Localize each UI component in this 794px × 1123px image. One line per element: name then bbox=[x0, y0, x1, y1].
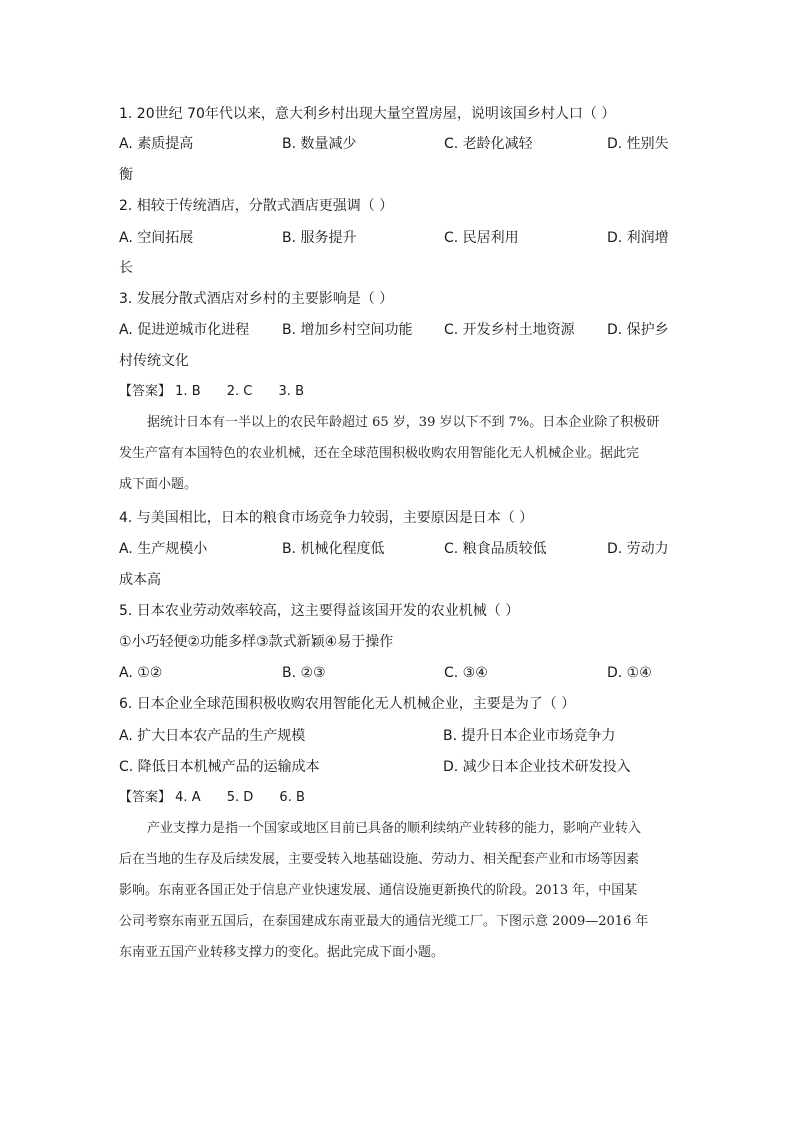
question-6-option-b: B. 提升日本企业市场竞争力 bbox=[443, 728, 616, 744]
question-2-option-b: B. 服务提升 bbox=[282, 230, 357, 246]
answer-6: 6. B bbox=[279, 790, 305, 805]
question-6-option-a: A. 扩大日本农产品的生产规模 bbox=[119, 728, 306, 744]
question-6-options-row-1 bbox=[119, 726, 679, 746]
question-5-options bbox=[119, 663, 679, 683]
answer-2: 2. C bbox=[226, 384, 253, 399]
answer-4: 4. A bbox=[175, 790, 201, 805]
question-4-option-b: B. 机械化程度低 bbox=[282, 541, 385, 557]
question-6-option-c: C. 降低日本机械产品的运输成本 bbox=[119, 759, 320, 775]
passage-2-line: 影响。东南亚各国正处于信息产业快速发展、通信设施更新换代的阶段。2013 年，中国某 bbox=[119, 883, 638, 898]
question-3-option-d-wrap: 村传统文化 bbox=[119, 353, 189, 369]
answer-5: 5. D bbox=[226, 790, 254, 805]
answer-block-2 bbox=[119, 788, 327, 808]
question-2-option-d: D. 利润增 bbox=[607, 230, 669, 246]
question-1-option-a: A. 素质提高 bbox=[119, 136, 194, 152]
question-5-option-a: A. ①② bbox=[119, 665, 163, 681]
question-3-option-b: B. 增加乡村空间功能 bbox=[282, 322, 413, 338]
question-3-option-c: C. 开发乡村土地资源 bbox=[444, 322, 575, 338]
answer-1: 1. B bbox=[175, 384, 201, 399]
question-6-options-row-2 bbox=[119, 757, 679, 777]
question-3-option-d: D. 保护乡 bbox=[607, 322, 669, 338]
passage-1-line: 发生产富有本国特色的农业机械，还在全球范围积极收购农用智能化无人机械企业。据此完 bbox=[119, 446, 640, 461]
question-5-option-d: D. ①④ bbox=[607, 665, 652, 681]
question-2-option-d-wrap: 长 bbox=[119, 260, 133, 276]
passage-1-line: 据统计日本有一半以上的农民年龄超过 65 岁，39 岁以下不到 7%。日本企业除了积极研 bbox=[147, 415, 660, 430]
question-6-option-d: D. 减少日本企业技术研发投入 bbox=[443, 759, 631, 775]
question-1-option-c: C. 老龄化减轻 bbox=[444, 136, 533, 152]
question-1-option-d: D. 性别失 bbox=[607, 136, 669, 152]
question-2-stem: 2. 相较于传统酒店，分散式酒店更强调（ ） bbox=[119, 198, 394, 214]
question-3-option-a: A. 促进逆城市化进程 bbox=[119, 322, 250, 338]
answer-label: 【答案】 bbox=[119, 384, 172, 399]
question-4-option-c: C. 粮食品质较低 bbox=[444, 541, 547, 557]
question-5-option-c: C. ③④ bbox=[444, 665, 488, 681]
question-4-stem: 4. 与美国相比，日本的粮食市场竞争力较弱，主要原因是日本（ ） bbox=[119, 510, 534, 526]
passage-2-line: 后在当地的生存及后续发展，主要受转入地基础设施、劳动力、相关配套产业和市场等因素 bbox=[119, 852, 640, 867]
passage-1 bbox=[119, 407, 675, 500]
question-1-option-b: B. 数量减少 bbox=[282, 136, 357, 152]
question-4-options bbox=[119, 539, 679, 559]
question-3-stem: 3. 发展分散式酒店对乡村的主要影响是（ ） bbox=[119, 291, 394, 307]
question-2-option-a: A. 空间拓展 bbox=[119, 230, 194, 246]
question-1-options bbox=[119, 134, 679, 154]
question-5-option-b: B. ②③ bbox=[282, 665, 326, 681]
answer-block-1 bbox=[119, 382, 326, 402]
answer-3: 3. B bbox=[278, 384, 304, 399]
question-5-stem: 5. 日本农业劳动效率较高，这主要得益该国开发的农业机械（ ） bbox=[119, 603, 520, 619]
question-5-items: ①小巧轻便②功能多样③款式新颖④易于操作 bbox=[119, 634, 394, 650]
passage-2-line: 东南亚五国产业转移支撑力的变化。据此完成下面小题。 bbox=[119, 945, 445, 960]
question-4-option-d: D. 劳动力 bbox=[607, 541, 669, 557]
question-4-option-a: A. 生产规模小 bbox=[119, 541, 208, 557]
passage-2-line: 公司考察东南亚五国后，在泰国建成东南亚最大的通信光缆工厂。下图示意 2009—2016 年 bbox=[119, 914, 649, 929]
question-1-option-d-wrap: 衡 bbox=[119, 167, 133, 183]
question-2-options bbox=[119, 228, 679, 248]
question-1-stem: 1. 20世纪 70年代以来，意大利乡村出现大量空置房屋，说明该国乡村人口（ ） bbox=[119, 106, 616, 122]
passage-2-line: 产业支撑力是指一个国家或地区目前已具备的顺利续纳产业转移的能力，影响产业转入 bbox=[147, 821, 642, 836]
question-2-option-c: C. 民居利用 bbox=[444, 230, 519, 246]
question-3-options bbox=[119, 320, 679, 340]
passage-1-line: 成下面小题。 bbox=[119, 477, 198, 492]
question-4-option-d-wrap: 成本高 bbox=[119, 572, 161, 588]
answer-label: 【答案】 bbox=[119, 790, 172, 805]
question-6-stem: 6. 日本企业全球范围积极收购农用智能化无人机械企业，主要是为了（ ） bbox=[119, 696, 576, 712]
passage-2 bbox=[119, 813, 675, 968]
